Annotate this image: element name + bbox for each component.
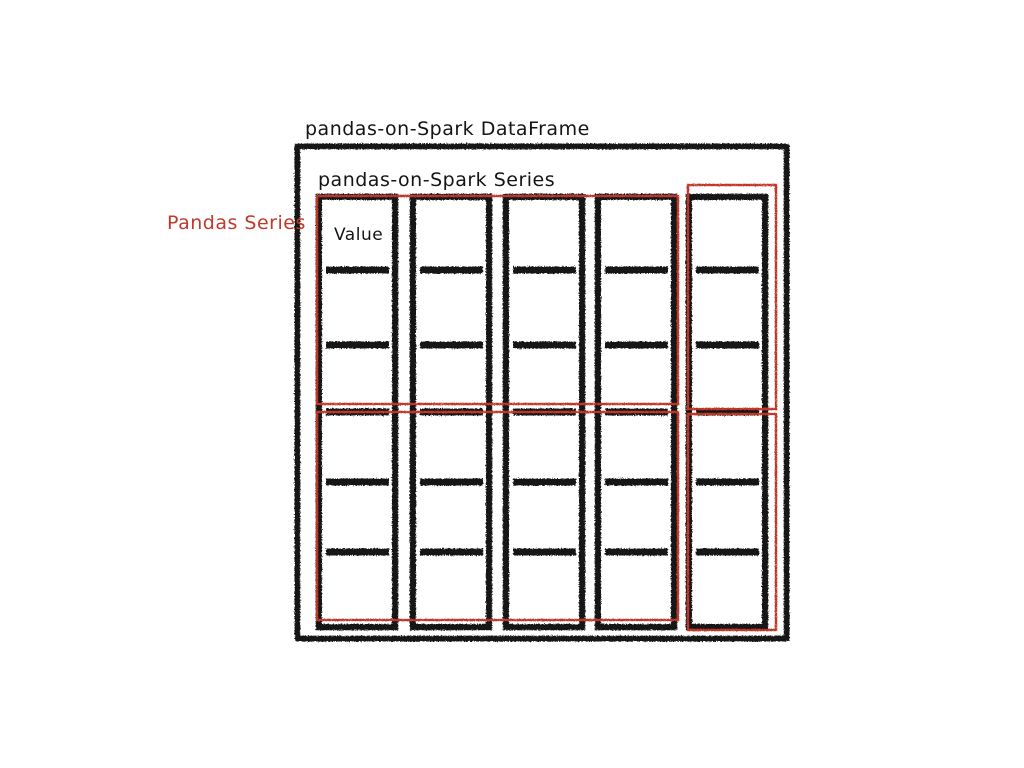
highlight-partitions: [317, 185, 776, 630]
spark-series-title-label: pandas-on-Spark Series: [318, 169, 556, 191]
dataframe-frame: [297, 146, 787, 639]
pandas-series-partition-bottom: [317, 412, 678, 620]
value-cell-label: Value: [334, 225, 384, 245]
dataframe-title-label: pandas-on-Spark DataFrame: [305, 118, 590, 140]
pandas-series-title-label: Pandas Series: [167, 212, 306, 234]
